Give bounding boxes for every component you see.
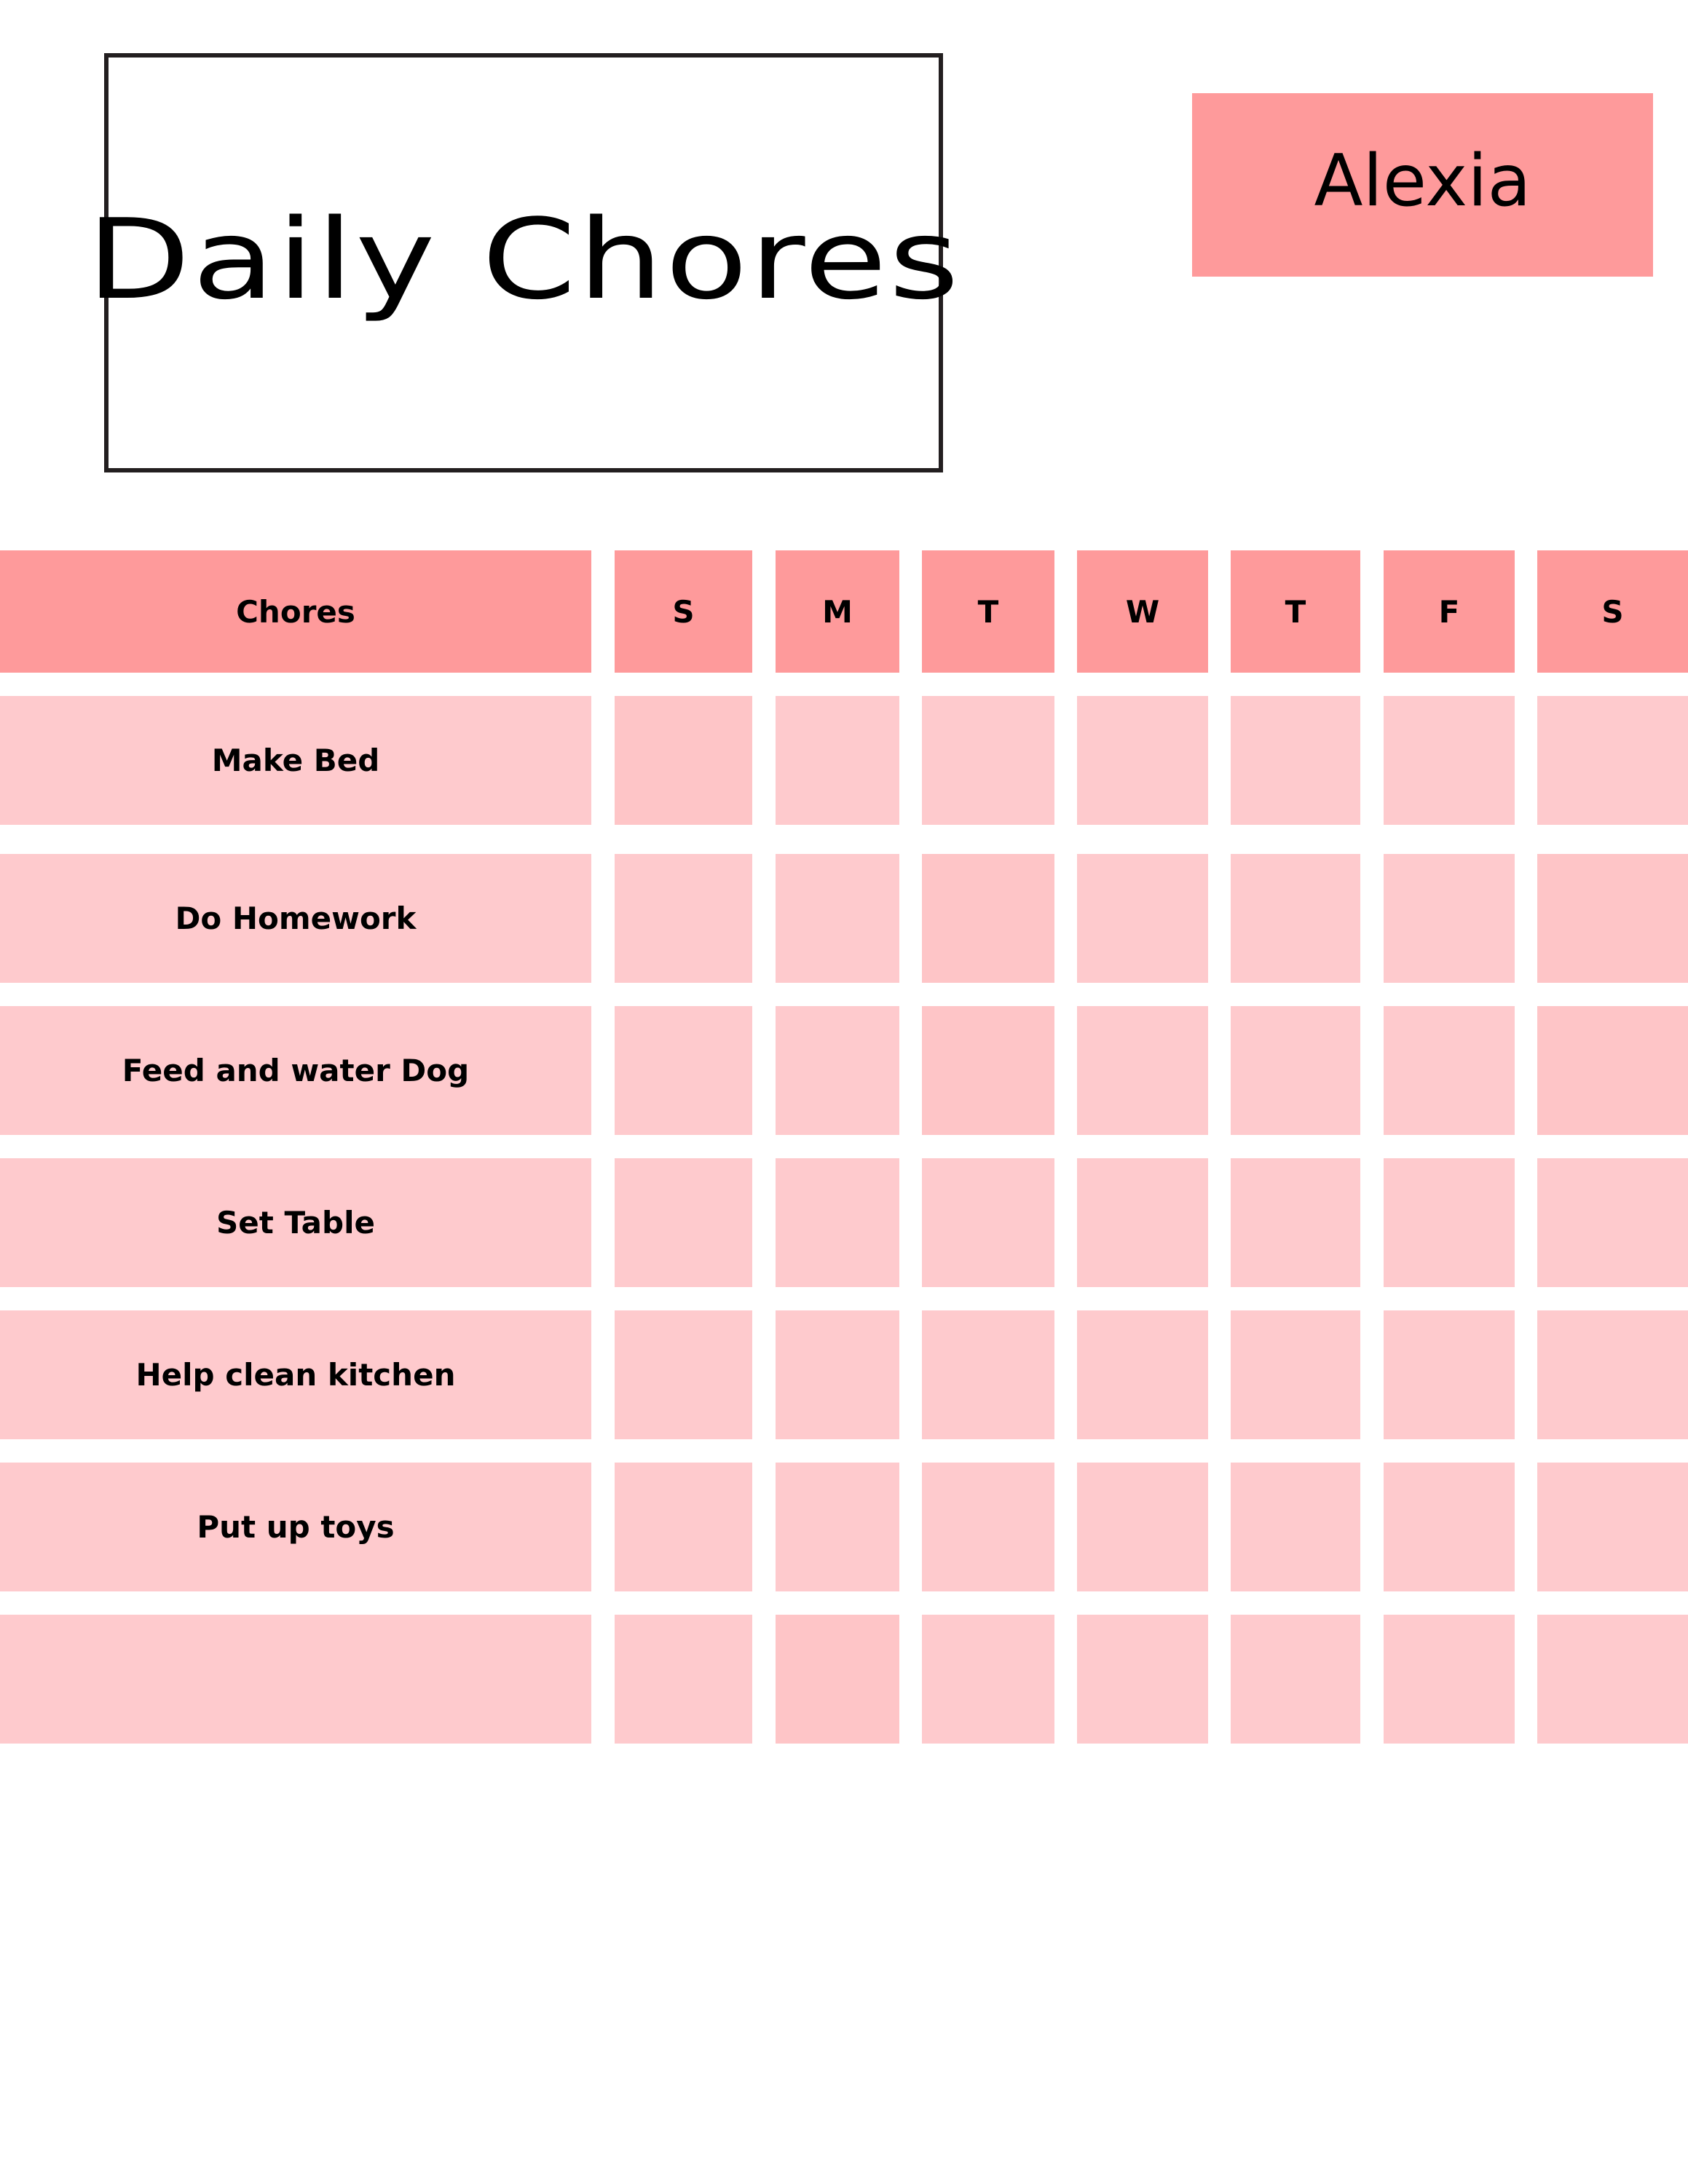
chore-label: Feed and water Dog: [0, 1006, 591, 1135]
checkbox-cell[interactable]: [922, 1463, 1054, 1591]
day-header-2: T: [922, 550, 1054, 673]
chore-label: Put up toys: [0, 1463, 591, 1591]
checkbox-cell[interactable]: [615, 1615, 752, 1744]
checkbox-cell[interactable]: [1384, 1615, 1515, 1744]
day-header-0: S: [615, 550, 752, 673]
checkbox-cell[interactable]: [1077, 1615, 1208, 1744]
checkbox-cell[interactable]: [922, 1158, 1054, 1287]
checkbox-cell[interactable]: [1384, 696, 1515, 825]
checkbox-cell[interactable]: [776, 1615, 899, 1744]
checkbox-cell[interactable]: [1231, 854, 1360, 983]
checkbox-cell[interactable]: [1077, 1006, 1208, 1135]
checkbox-cell[interactable]: [776, 1158, 899, 1287]
checkbox-cell[interactable]: [615, 1310, 752, 1439]
checkbox-cell[interactable]: [1231, 696, 1360, 825]
checkbox-cell[interactable]: [1077, 1463, 1208, 1591]
checkbox-cell[interactable]: [1537, 696, 1688, 825]
checkbox-cell[interactable]: [1231, 1158, 1360, 1287]
checkbox-cell[interactable]: [1231, 1310, 1360, 1439]
checkbox-cell[interactable]: [1537, 1615, 1688, 1744]
checkbox-cell[interactable]: [1231, 1615, 1360, 1744]
checkbox-cell[interactable]: [1077, 1158, 1208, 1287]
checkbox-cell[interactable]: [922, 1615, 1054, 1744]
day-header-5: F: [1384, 550, 1515, 673]
checkbox-cell[interactable]: [776, 696, 899, 825]
checkbox-cell[interactable]: [1077, 1310, 1208, 1439]
checkbox-cell[interactable]: [615, 854, 752, 983]
chores-header: Chores: [0, 550, 591, 673]
checkbox-cell[interactable]: [1077, 854, 1208, 983]
checkbox-cell[interactable]: [922, 1310, 1054, 1439]
checkbox-cell[interactable]: [1537, 854, 1688, 983]
checkbox-cell[interactable]: [1537, 1310, 1688, 1439]
checkbox-cell[interactable]: [1231, 1463, 1360, 1591]
chore-label: Help clean kitchen: [0, 1310, 591, 1439]
checkbox-cell[interactable]: [1537, 1006, 1688, 1135]
checkbox-cell[interactable]: [1231, 1006, 1360, 1135]
checkbox-cell[interactable]: [615, 696, 752, 825]
checkbox-cell[interactable]: [922, 854, 1054, 983]
day-header-3: W: [1077, 550, 1208, 673]
checkbox-cell[interactable]: [1384, 1310, 1515, 1439]
checkbox-cell[interactable]: [615, 1158, 752, 1287]
chore-label: Do Homework: [0, 854, 591, 983]
checkbox-cell[interactable]: [776, 854, 899, 983]
chore-label: Set Table: [0, 1158, 591, 1287]
checkbox-cell[interactable]: [1384, 1006, 1515, 1135]
checkbox-cell[interactable]: [776, 1310, 899, 1439]
chore-label: Make Bed: [0, 696, 591, 825]
checkbox-cell[interactable]: [1537, 1158, 1688, 1287]
page-title: Daily Chores: [86, 194, 961, 324]
checkbox-cell[interactable]: [922, 1006, 1054, 1135]
checkbox-cell[interactable]: [1077, 696, 1208, 825]
day-header-6: S: [1537, 550, 1688, 673]
checkbox-cell[interactable]: [1384, 854, 1515, 983]
child-name: Alexia: [1314, 140, 1531, 223]
checkbox-cell[interactable]: [1384, 1463, 1515, 1591]
checkbox-cell[interactable]: [1384, 1158, 1515, 1287]
chore-label: [0, 1615, 591, 1744]
checkbox-cell[interactable]: [615, 1463, 752, 1591]
checkbox-cell[interactable]: [615, 1006, 752, 1135]
day-header-1: M: [776, 550, 899, 673]
checkbox-cell[interactable]: [776, 1463, 899, 1591]
checkbox-cell[interactable]: [922, 696, 1054, 825]
checkbox-cell[interactable]: [1537, 1463, 1688, 1591]
day-header-4: T: [1231, 550, 1360, 673]
checkbox-cell[interactable]: [776, 1006, 899, 1135]
